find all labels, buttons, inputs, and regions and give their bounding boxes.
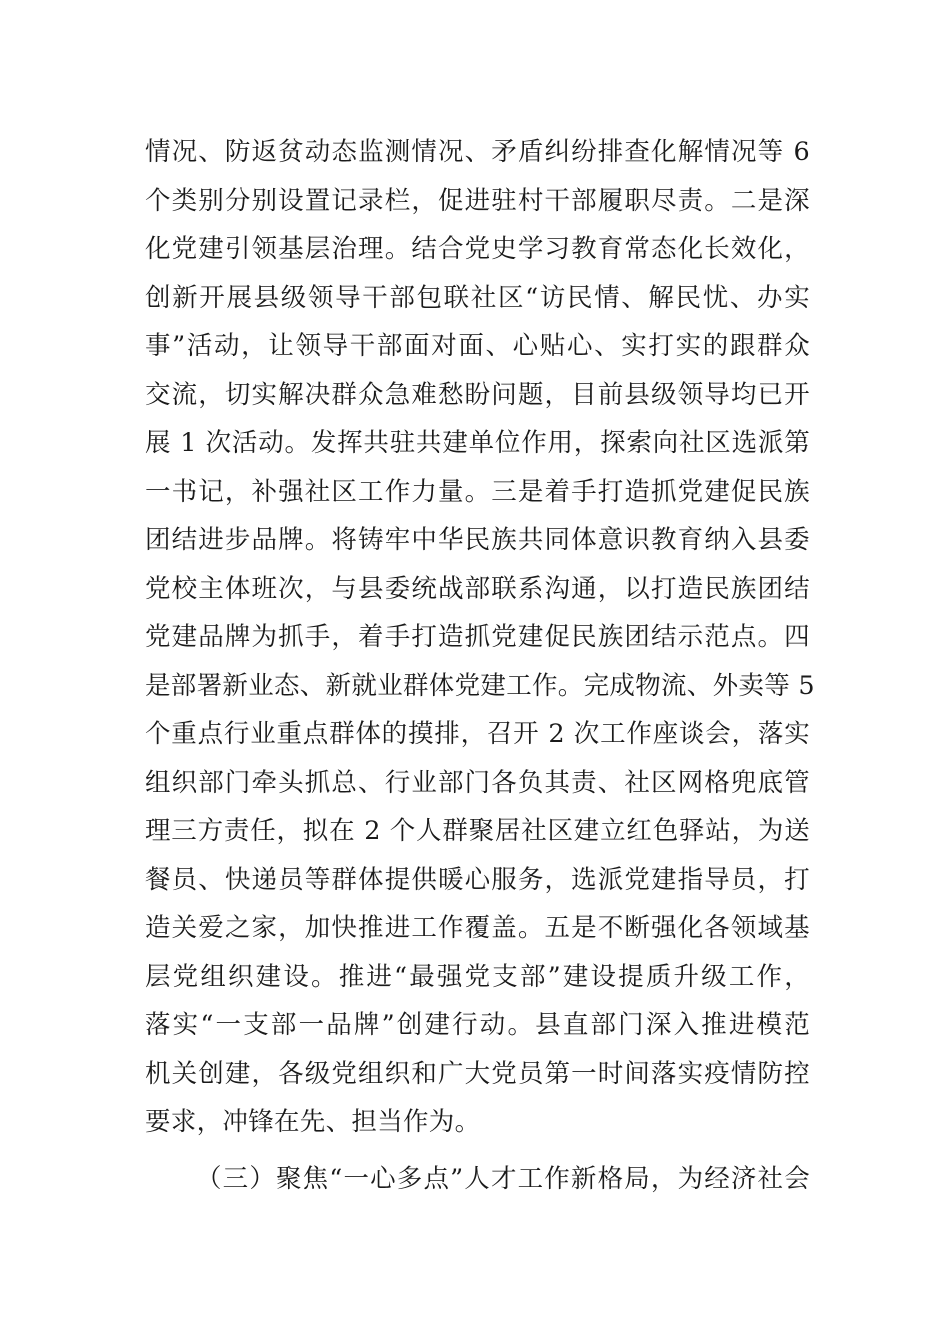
- text-line: 是部署新业态、新就业群体党建工作。完成物流、外卖等 5: [145, 670, 815, 701]
- section-heading-line: （三）聚焦“一心多点”人才工作新格局，为经济社会: [196, 1163, 810, 1194]
- text-line: 情况、防返贫动态监测情况、矛盾纠纷排查化解情况等 6: [145, 137, 810, 167]
- paragraph-gap: [145, 1147, 810, 1155]
- text-line: 党建品牌为抓手，着手打造抓党建促民族团结示范点。四: [145, 622, 810, 652]
- section-heading-paragraph: [145, 1155, 810, 1204]
- text-line: 化党建引领基层治理。结合党史学习教育常态化长效化，: [145, 234, 810, 264]
- text-line: 餐员、快递员等群体提供暖心服务，选派党建指导员，打: [145, 864, 810, 895]
- text-line: 落实“一支部一品牌”创建行动。县直部门深入推进模范: [145, 1010, 810, 1040]
- document-body: [145, 128, 815, 1203]
- text-line: 机关创建，各级党组织和广大党员第一时间落实疫情防控: [145, 1058, 810, 1089]
- text-line: 理三方责任，拟在 2 个人群聚居社区建立红色驿站，为送: [145, 816, 810, 846]
- text-line: 事”活动，让领导干部面对面、心贴心、实打实的跟群众: [145, 331, 810, 361]
- text-line: 团结进步品牌。将铸牢中华民族共同体意识教育纳入县委: [145, 525, 810, 555]
- text-line: 交流，切实解决群众急难愁盼问题，目前县级领导均已开: [145, 379, 810, 410]
- text-line: 创新开展县级领导干部包联社区“访民情、解民忧、办实: [145, 282, 810, 313]
- text-line: 展 1 次活动。发挥共驻共建单位作用，探索向社区选派第: [145, 428, 810, 458]
- text-line: 党校主体班次，与县委统战部联系沟通，以打造民族团结: [145, 573, 810, 604]
- text-line: 层党组织建设。推进“最强党支部”建设提质升级工作，: [145, 961, 810, 992]
- text-line: 一书记，补强社区工作力量。三是着手打造抓党建促民族: [145, 476, 810, 507]
- text-line: 造关爱之家，加快推进工作覆盖。五是不断强化各领域基: [145, 913, 810, 943]
- body-paragraph: [145, 128, 815, 1147]
- text-line: 要求，冲锋在先、担当作为。: [145, 1107, 481, 1137]
- text-line: 个类别分别设置记录栏，促进驻村干部履职尽责。二是深: [145, 185, 810, 216]
- text-line: 个重点行业重点群体的摸排，召开 2 次工作座谈会，落实: [145, 719, 810, 749]
- text-line: 组织部门牵头抓总、行业部门各负其责、社区网格兜底管: [145, 767, 810, 798]
